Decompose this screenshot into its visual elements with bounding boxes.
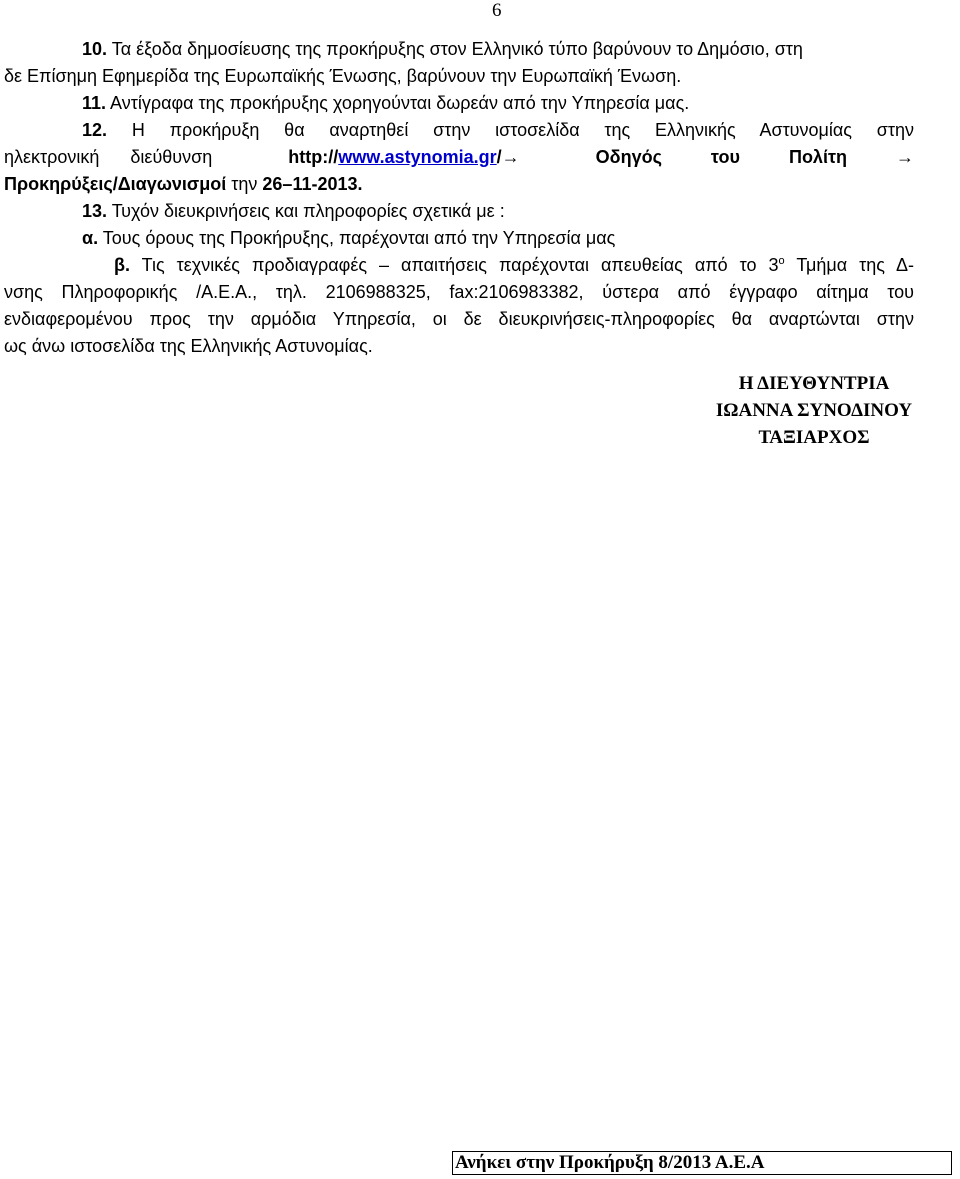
signature-title: Η ΔΙΕΥΘΥΝΤΡΙΑ	[738, 373, 890, 394]
item-10-number: 10.	[82, 39, 108, 59]
item-12-text: Η προκήρυξη θα αναρτηθεί στην ιστοσελίδα της Ελληνικής Αστυνομίας στην	[131, 120, 914, 140]
item-13-b-label: β.	[114, 255, 130, 275]
item-12-number: 12.	[82, 120, 108, 140]
signature-name: ΙΩΑΝΝΑ ΣΥΝΟΔΙΝΟΥ	[715, 400, 913, 421]
item-11-text: Αντίγραφα της προκήρυξης χορηγούνται δωρεάν από την Υπηρεσία μας.	[110, 93, 690, 113]
astynomia-link[interactable]: www.astynomia.gr	[338, 147, 497, 167]
item-13-a-label: α.	[82, 228, 99, 248]
item-10-text: Τα έξοδα δημοσίευσης της προκήρυξης στον Ελληνικό τύπο βαρύνουν το Δημόσιο, στη	[111, 39, 803, 59]
item-10-line-1	[82, 36, 914, 63]
item-12-prefix: ηλεκτρονική διεύθυνση	[4, 147, 213, 167]
item-12-line-1	[82, 117, 914, 144]
url-suffix: /→	[496, 147, 520, 167]
item-13-a	[82, 225, 914, 252]
date-prefix: την	[231, 174, 258, 194]
item-11-number: 11.	[82, 93, 107, 113]
item-13-b-sup: ο	[778, 255, 785, 267]
item-13-b-line-1	[114, 252, 914, 279]
item-13-b-text-1: Τις τεχνικές προδιαγραφές – απαιτήσεις παρέχονται απευθείας από το 3	[141, 255, 779, 275]
item-13	[82, 198, 914, 225]
publication-date: 26–11-2013.	[262, 174, 363, 194]
page-number: 6	[492, 0, 502, 21]
item-13-a-text: Τους όρους της Προκήρυξης, παρέχονται από την Υπηρεσία μας	[102, 228, 616, 248]
signature-rank: ΤΑΞΙΑΡΧΟΣ	[758, 427, 870, 448]
nav-tenders: Προκηρύξεις/Διαγωνισμοί	[4, 174, 227, 194]
item-11	[82, 90, 914, 117]
url-protocol: http://	[288, 147, 339, 167]
item-13-b-line-4: ως άνω ιστοσελίδα της Ελληνικής Αστυνομίας.	[4, 336, 373, 356]
item-10-line-2: δε Επίσημη Εφημερίδα της Ευρωπαϊκής Ένωσης, βαρύνουν την Ευρωπαϊκή Ένωση.	[4, 66, 682, 86]
item-13-text: Τυχόν διευκρινήσεις και πληροφορίες σχετικά με :	[111, 201, 505, 221]
item-13-number: 13.	[82, 201, 108, 221]
item-13-b-text-2: Τμήμα της Δ-	[796, 255, 914, 275]
item-12-url	[288, 144, 519, 171]
item-12-line-3	[4, 171, 914, 198]
footer-reference: Ανήκει στην Προκήρυξη 8/2013 Α.Ε.Α	[452, 1151, 952, 1175]
item-12-line-2	[4, 144, 914, 171]
item-13-b-line-3: ενδιαφερομένου προς την αρμόδια Υπηρεσία, οι δε διευκρινήσεις-πληροφορίες θα αναρτώνται στην	[4, 309, 914, 329]
item-13-b-line-2: νσης Πληροφορικής /Α.Ε.Α., τηλ. 2106988325, fax:2106983382, ύστερα από έγγραφο αίτημα του	[4, 282, 914, 302]
nav-citizen-guide: Οδηγός του Πολίτη →	[595, 147, 914, 167]
